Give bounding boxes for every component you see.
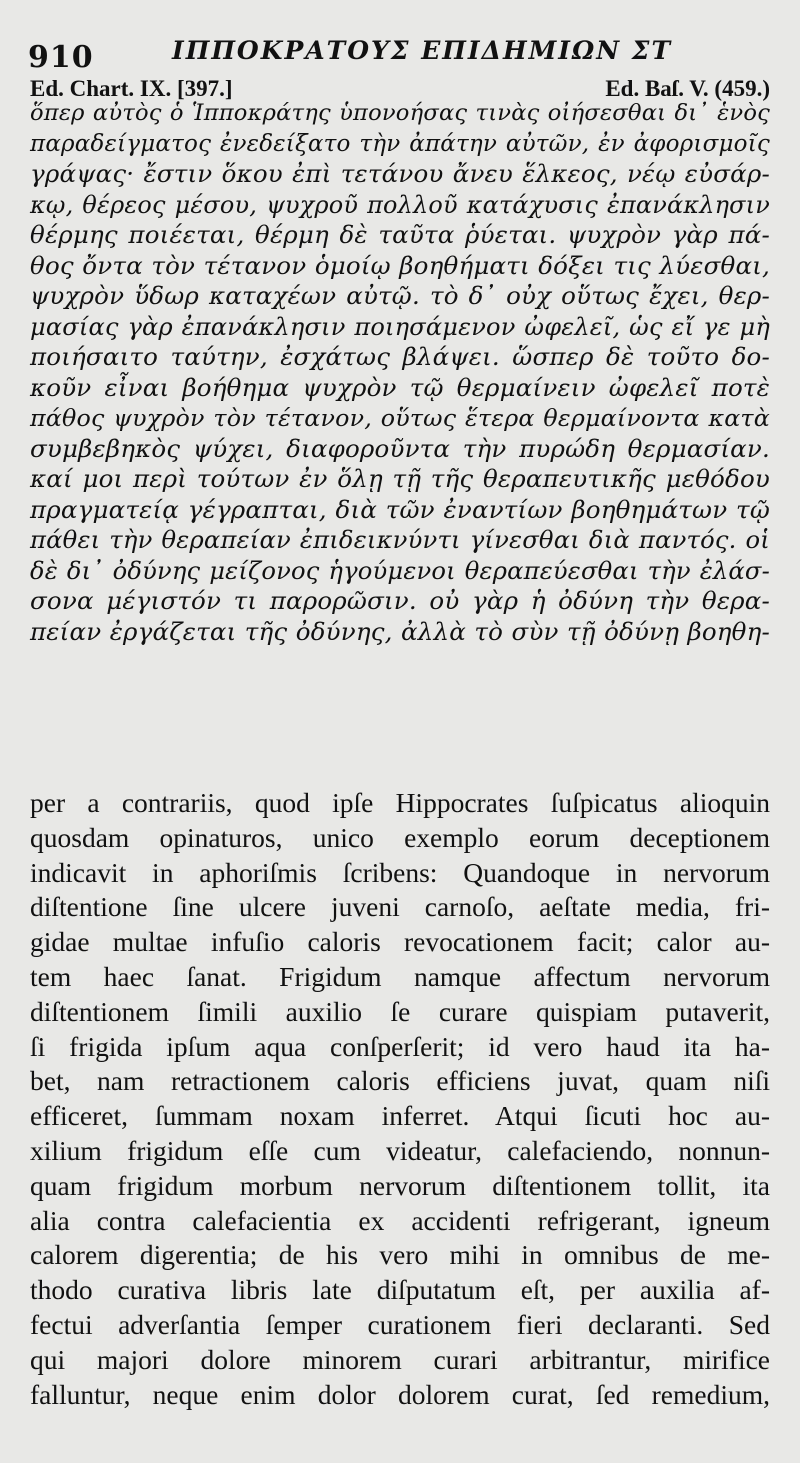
greek-line: ψυχρὸν ὕδωρ καταχέων αὐτῷ. τὸ δ᾽ οὐχ οὕτως ἔχει, θερ- [30, 281, 770, 310]
latin-line: gidae multae infuſio caloris revocationem facit; calor au- [30, 926, 770, 958]
latin-line: diſtentionem ſimili auxilio ſe curare quispiam putaverit, [30, 995, 770, 1027]
latin-line: falluntur, neque enim dolor dolorem curat, ſed remedium, [30, 1378, 770, 1410]
latin-line: tem haec ſanat. Frigidum namque affectum nervorum [30, 960, 770, 992]
greek-line: μασίας γὰρ ἐπανάκλησιν ποιησάμενον ὠφελεῖ, ὡς εἴ γε μὴ [30, 312, 770, 341]
edition-reference-chart: Ed. Chart. IX. [397.] [30, 76, 233, 101]
latin-line: quam frigidum morbum nervorum diſtentionem tollit, ita [30, 1169, 770, 1201]
greek-line: δὲ δι᾽ ὀδύνης μείζονος ἡγούμενοι θεραπεύεσθαι τὴν ἐλάσ- [30, 556, 770, 585]
greek-line: κῳ, θέρεος μέσου, ψυχροῦ πολλοῦ κατάχυσις ἐπανάκλησιν [30, 190, 770, 219]
greek-text-block [30, 98, 770, 647]
greek-line: γράψας· ἔστιν ὅκου ἐπὶ τετάνου ἄνευ ἕλκεος, νέῳ εὐσάρ- [30, 159, 770, 188]
latin-line: efficeret, ſummam noxam inferret. Atqui ſicuti hoc au- [30, 1100, 770, 1132]
latin-line: quosdam opinaturos, unico exemplo eorum deceptionem [30, 821, 770, 853]
latin-line: fectui adverſantia ſemper curationem fieri declaranti. Sed [30, 1308, 770, 1340]
latin-line: bet, nam retractionem caloris efficiens juvat, quam niſi [30, 1065, 770, 1097]
greek-line: θος ὄντα τὸν τέτανον ὁμοίῳ βοηθήματι δόξει τις λύεσθαι, [30, 250, 770, 280]
latin-line: qui majori dolore minorem curari arbitrantur, mirifice [30, 1343, 770, 1375]
latin-line: diſtentione ſine ulcere juveni carnoſo, aeſtate media, fri- [30, 891, 770, 923]
latin-line: alia contra calefacientia ex accidenti refrigerant, igneum [30, 1204, 770, 1236]
page-number: 910 [28, 40, 94, 75]
latin-line: calorem digerentia; de his vero mihi in omnibus de me- [30, 1239, 770, 1271]
latin-text-block [30, 786, 770, 1412]
latin-line: indicavit in aphoriſmis ſcribens: Quandoque in nervorum [30, 856, 770, 888]
greek-line: πείαν ἐργάζεται τῆς ὀδύνης, ἀλλὰ τὸ σὺν τῇ ὀδύνῃ βοηθη- [30, 616, 770, 646]
greek-line: παραδείγματος ἐνεδείξατο τὴν ἀπάτην αὐτῶν, ἐν ἀφορισμοῖς [30, 130, 770, 157]
greek-line: θέρμης ποιέεται, θέρμη δὲ ταῦτα ῥύεται. ψυχρὸν γὰρ πά- [30, 220, 770, 249]
greek-line: σονα μέγιστόν τι παρορῶσιν. οὐ γὰρ ἡ ὀδύνη τὴν θερα- [30, 586, 770, 615]
greek-line: συμβεβηκὸς ψύχει, διαφοροῦντα τὴν πυρώδη θερμασίαν. [30, 433, 770, 463]
latin-line: ſi frigida ipſum aqua conſperſerit; id vero haud ita ha- [30, 1030, 770, 1062]
greek-line: καί μοι περὶ τούτων ἐν ὅλῃ τῇ τῆς θεραπευτικῆς μεθόδου [30, 464, 770, 493]
greek-line: ὅπερ αὐτὸς ὁ Ἱπποκράτης ὑπονοήσας τινὰς οἰήσεσθαι δι᾽ ἑνὸς [30, 100, 770, 126]
greek-line: πάθει τὴν θεραπείαν ἐπιδεικνύντι γίνεσθαι διὰ παντός. οἱ [30, 526, 770, 554]
greek-line: πάθος ψυχρὸν τὸν τέτανον, οὕτως ἕτερα θερμαίνοντα κατὰ [30, 404, 770, 432]
latin-line: per a contrariis, quod ipſe Hippocrates ſuſpicatus alioquin [30, 787, 770, 818]
latin-line: xilium frigidum eſſe cum videatur, calefaciendo, nonnun- [30, 1134, 770, 1166]
greek-line: πραγματείᾳ γέγραπται, διὰ τῶν ἐναντίων βοηθημάτων τῷ [30, 494, 770, 524]
running-title: ΙΠΠΟΚΡΑΤΟΥΣ ΕΠΙΔΗΜΙΩΝ ΣΤ [172, 36, 673, 65]
greek-line: κοῦν εἶναι βοήθημα ψυχρὸν τῷ θερμαίνειν ὠφελεῖ ποτὲ [30, 372, 770, 402]
edition-reference-basel: Ed. Baſ. V. (459.) [605, 76, 770, 101]
greek-line: ποιήσαιτο ταύτην, ἐσχάτως βλάψει. ὥσπερ δὲ τοῦτο δο- [30, 342, 770, 371]
latin-line: thodo curativa libris late diſputatum eſt, per auxilia af- [30, 1274, 770, 1306]
